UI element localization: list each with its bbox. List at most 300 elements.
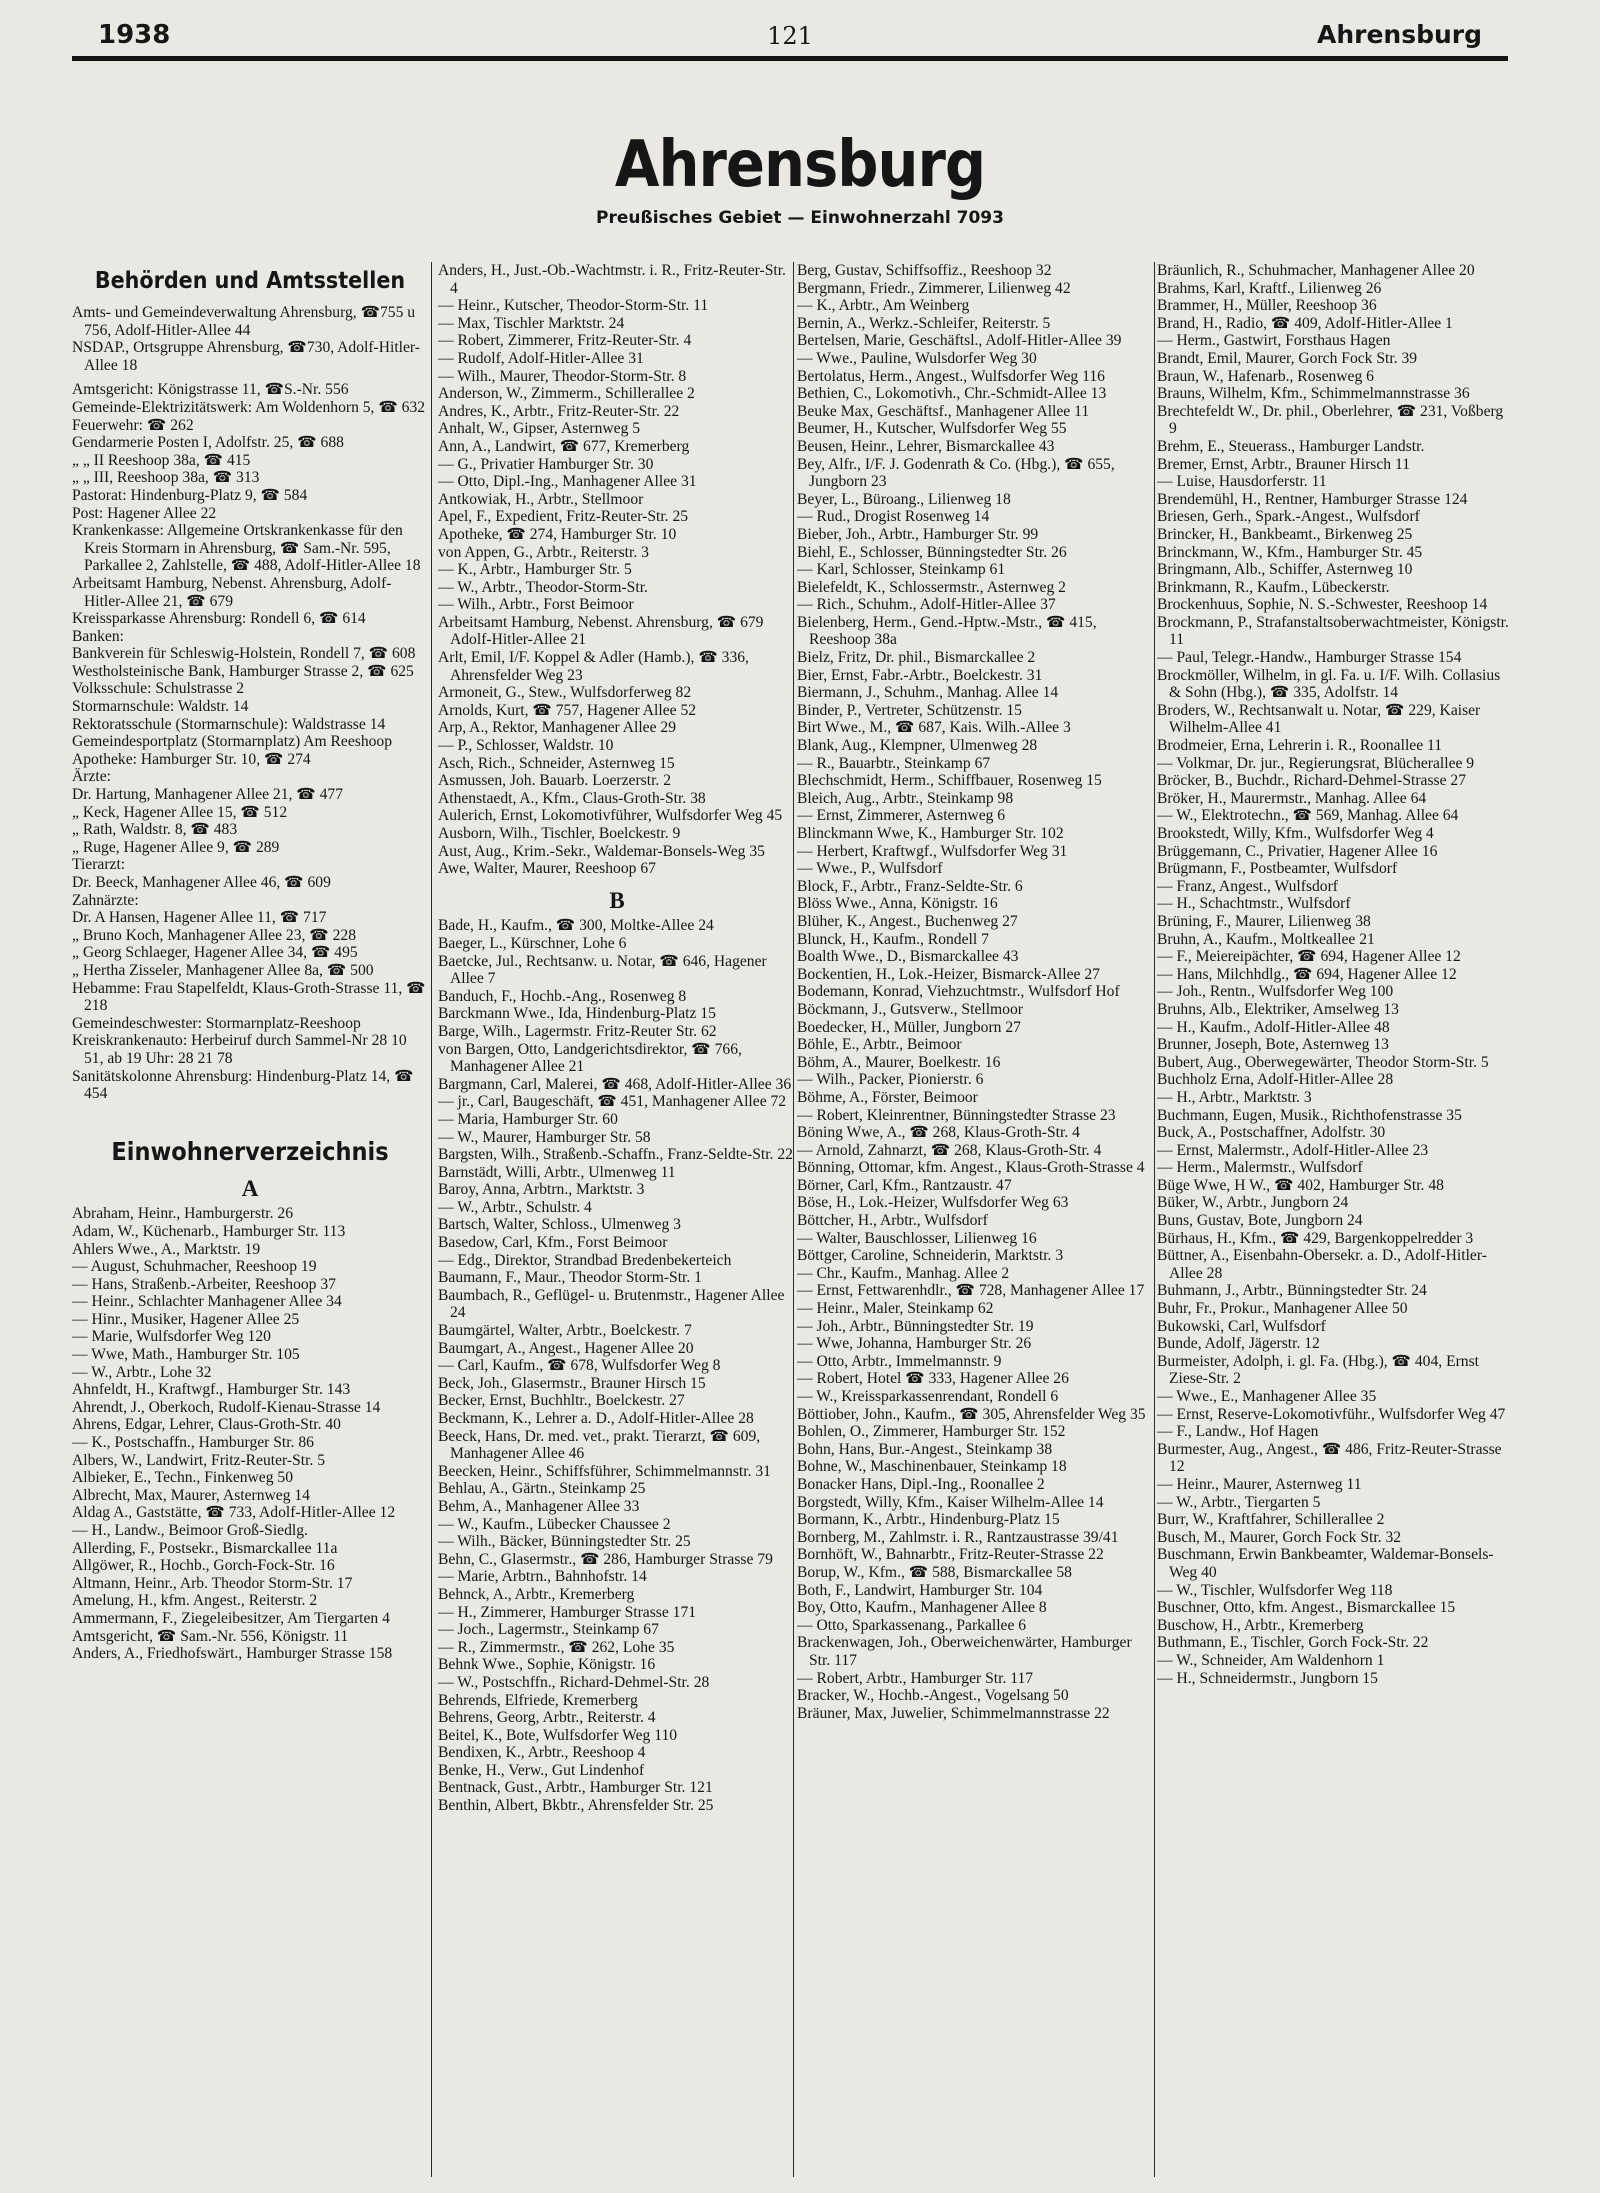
directory-entry: Buchholz Erna, Adolf-Hitler-Allee 28 bbox=[1157, 1071, 1394, 1089]
directory-entry: Burmeister, Adolph, i. gl. Fa. (Hbg.), ☎ 404, Ernst Ziese-Str. 2 bbox=[1157, 1352, 1479, 1388]
directory-entry: Bohlen, O., Zimmerer, Hamburger Str. 152 bbox=[797, 1423, 1066, 1441]
directory-entry: Buhmann, J., Arbtr., Bünningstedter Str. 24 bbox=[1157, 1282, 1427, 1300]
directory-entry: Allerding, F., Postsekr., Bismarckallee 11a bbox=[72, 1539, 338, 1557]
directory-entry: Ahnfeldt, H., Kraftwgf., Hamburger Str. 143 bbox=[72, 1381, 351, 1399]
directory-entry: — W., Tischler, Wulfsdorfer Weg 118 bbox=[1157, 1581, 1393, 1599]
directory-entry: — Herbert, Kraftwgf., Wulfsdorfer Weg 31 bbox=[797, 842, 1068, 860]
directory-entry: Behm, A., Manhagener Allee 33 bbox=[438, 1497, 640, 1515]
directory-entry: Buchmann, Eugen, Musik., Richthofenstrasse 35 bbox=[1157, 1106, 1462, 1124]
directory-entry: Zahnärzte: bbox=[72, 891, 139, 909]
directory-entry: Behnk Wwe., Sophie, Königstr. 16 bbox=[438, 1656, 656, 1674]
directory-entry: Brockenhuus, Sophie, N. S.-Schwester, Reeshoop 14 bbox=[1157, 596, 1488, 614]
directory-entry: Both, F., Landwirt, Hamburger Str. 104 bbox=[797, 1581, 1043, 1599]
directory-entry: Andres, K., Arbtr., Fritz-Reuter-Str. 22 bbox=[438, 402, 680, 420]
directory-entry: Buns, Gustav, Bote, Jungborn 24 bbox=[1157, 1212, 1363, 1230]
directory-entry: Brechtefeldt W., Dr. phil., Oberlehrer, ☎ 231, Voßberg 9 bbox=[1157, 402, 1504, 438]
directory-entry: Brehm, E., Steuerass., Hamburger Landstr. bbox=[1157, 437, 1425, 455]
directory-entry: Awe, Walter, Maurer, Reeshoop 67 bbox=[438, 860, 656, 878]
directory-entry: — Marie, Wulfsdorfer Weg 120 bbox=[72, 1328, 271, 1346]
directory-entry: — Heinr., Maler, Steinkamp 62 bbox=[797, 1300, 994, 1318]
directory-entry: Block, F., Arbtr., Franz-Seldte-Str. 6 bbox=[797, 877, 1023, 895]
directory-entry: Barge, Wilh., Lagermstr. Fritz-Reuter Str. 62 bbox=[438, 1022, 717, 1040]
directory-entry: Bonacker Hans, Dipl.-Ing., Roonallee 2 bbox=[797, 1475, 1045, 1493]
directory-entry: — Wilh., Bäcker, Bünningstedter Str. 25 bbox=[438, 1533, 691, 1551]
directory-entry: Albieker, E., Techn., Finkenweg 50 bbox=[72, 1469, 294, 1487]
directory-entry: — Wilh., Packer, Pionierstr. 6 bbox=[797, 1071, 984, 1089]
directory-entry: Arnolds, Kurt, ☎ 757, Hagener Allee 52 bbox=[438, 701, 697, 719]
directory-entry: Sanitätskolonne Ahrensburg: Hindenburg-Platz 14, ☎ 454 bbox=[72, 1067, 414, 1103]
directory-entry: Gemeinde-Elektrizitätswerk: Am Woldenhorn 5, ☎ 632 bbox=[72, 398, 426, 416]
directory-entry: Bringmann, Alb., Schiffer, Asternweg 10 bbox=[1157, 561, 1413, 579]
directory-entry: Bruhn, A., Kaufm., Moltkeallee 21 bbox=[1157, 930, 1375, 948]
directory-entry: Amtsgericht, ☎ Sam.-Nr. 556, Königstr. 11 bbox=[72, 1627, 349, 1645]
directory-entry: Bartsch, Walter, Schloss., Ulmenweg 3 bbox=[438, 1216, 681, 1234]
directory-entry: Bielz, Fritz, Dr. phil., Bismarckallee 2 bbox=[797, 649, 1036, 667]
directory-entry: Anderson, W., Zimmerm., Schillerallee 2 bbox=[438, 385, 695, 403]
directory-entry: Bankverein für Schleswig-Holstein, Rondell 7, ☎ 608 bbox=[72, 645, 416, 663]
directory-entry: Buschner, Otto, kfm. Angest., Bismarckallee 15 bbox=[1157, 1599, 1456, 1617]
column-1 bbox=[72, 262, 428, 2177]
directory-entry: Büge Wwe, H W., ☎ 402, Hamburger Str. 48 bbox=[1157, 1176, 1444, 1194]
directory-entry: Amtsgericht: Königstrasse 11, ☎S.-Nr. 556 bbox=[72, 381, 349, 399]
directory-entry: Bargsten, Wilh., Straßenb.-Schaffn., Franz-Seldte-Str. 22 bbox=[438, 1146, 793, 1164]
directory-entry: Behrens, Georg, Arbtr., Reiterstr. 4 bbox=[438, 1709, 656, 1727]
directory-entry: — Luise, Hausdorferstr. 11 bbox=[1157, 473, 1327, 491]
column-2 bbox=[438, 262, 796, 2177]
directory-entry: Adam, W., Küchenarb., Hamburger Str. 113 bbox=[72, 1222, 346, 1240]
directory-entry: Brockmöller, Wilhelm, in gl. Fa. u. I/F. Wilh. Collasius & Sohn (Hbg.), ☎ 335, Adolfstr. 14 bbox=[1157, 666, 1501, 702]
directory-entry: Biermann, J., Schuhm., Manhag. Allee 14 bbox=[797, 684, 1059, 702]
directory-entry: — H., Schachtmstr., Wulfsdorf bbox=[1157, 895, 1351, 913]
directory-entry: Westholsteinische Bank, Hamburger Strasse 2, ☎ 625 bbox=[72, 662, 414, 680]
directory-entry: — Robert, Arbtr., Hamburger Str. 117 bbox=[797, 1669, 1034, 1687]
directory-entry: — R., Zimmermstr., ☎ 262, Lohe 35 bbox=[438, 1638, 675, 1656]
directory-entry: Beitel, K., Bote, Wulfsdorfer Weg 110 bbox=[438, 1726, 678, 1744]
directory-entry: Bohn, Hans, Bur.-Angest., Steinkamp 38 bbox=[797, 1440, 1053, 1458]
letter-heading: A bbox=[241, 1175, 259, 1201]
directory-entry: Burmester, Aug., Angest., ☎ 486, Fritz-Reuter-Strasse 12 bbox=[1157, 1440, 1502, 1476]
directory-entry: — Otto, Sparkassenang., Parkallee 6 bbox=[797, 1616, 1027, 1634]
directory-entry: Bendixen, K., Arbtr., Reeshoop 4 bbox=[438, 1744, 646, 1762]
directory-entry: — G., Privatier Hamburger Str. 30 bbox=[438, 455, 654, 473]
directory-entry: — F., Landw., Hof Hagen bbox=[1157, 1423, 1319, 1441]
directory-entry: Kreissparkasse Ahrensburg: Rondell 6, ☎ 614 bbox=[72, 610, 366, 628]
directory-entry: Amelung, H., kfm. Angest., Reiterstr. 2 bbox=[72, 1592, 318, 1610]
directory-entry: Arbeitsamt Hamburg, Nebenst. Ahrensburg, Adolf-Hitler-Allee 21, ☎ 679 bbox=[72, 574, 392, 610]
directory-entry: — Maria, Hamburger Str. 60 bbox=[438, 1110, 618, 1128]
directory-entry: — H., Landw., Beimoor Groß-Siedlg. bbox=[72, 1522, 308, 1539]
column-3 bbox=[797, 262, 1151, 2177]
directory-entry: Asch, Rich., Schneider, Asternweg 15 bbox=[438, 754, 675, 772]
directory-entry: — Wilh., Maurer, Theodor-Storm-Str. 8 bbox=[438, 367, 687, 385]
directory-entry: Feuerwehr: ☎ 262 bbox=[72, 416, 194, 434]
directory-entry: Dr. Hartung, Manhagener Allee 21, ☎ 477 bbox=[72, 786, 344, 804]
directory-entry: Bergmann, Friedr., Zimmerer, Lilienweg 42 bbox=[797, 279, 1071, 297]
directory-entry: — Otto, Dipl.-Ing., Manhagener Allee 31 bbox=[438, 473, 697, 491]
directory-entry: Blinckmann Wwe, K., Hamburger Str. 102 bbox=[797, 825, 1064, 842]
directory-entry: Boedecker, H., Müller, Jungborn 27 bbox=[797, 1018, 1021, 1036]
directory-entry: Kreiskrankenauto: Herbeiruf durch Sammel-Nr 28 10 51, ab 19 Uhr: 28 21 78 bbox=[72, 1032, 407, 1067]
directory-entry: Banduch, F., Hochb.-Ang., Rosenweg 8 bbox=[438, 987, 687, 1005]
directory-entry: Armoneit, G., Stew., Wulfsdorferweg 82 bbox=[438, 684, 692, 702]
directory-entry: Bleich, Aug., Arbtr., Steinkamp 98 bbox=[797, 789, 1014, 807]
directory-entry: Bertelsen, Marie, Geschäftsl., Adolf-Hitler-Allee 39 bbox=[797, 332, 1122, 350]
directory-entry: — H., Zimmerer, Hamburger Strasse 171 bbox=[438, 1603, 697, 1621]
directory-entry: — Herm., Gastwirt, Forsthaus Hagen bbox=[1157, 332, 1391, 350]
directory-entry: Brahms, Karl, Kraftf., Lilienweg 26 bbox=[1157, 279, 1382, 297]
directory-entry: Brendemühl, H., Rentner, Hamburger Strasse 124 bbox=[1157, 490, 1468, 508]
directory-entry: „ Ruge, Hagener Allee 9, ☎ 289 bbox=[72, 838, 280, 856]
directory-entry: Ann, A., Landwirt, ☎ 677, Kremerberg bbox=[438, 437, 690, 455]
directory-entry: — Marie, Arbtrn., Bahnhofstr. 14 bbox=[438, 1568, 647, 1586]
directory-entry: — Edg., Direktor, Strandbad Bredenbekerteich bbox=[438, 1251, 732, 1269]
directory-entry: Gemeindesportplatz (Stormarnplatz) Am Reeshoop bbox=[72, 733, 393, 751]
directory-entry: Benke, H., Verw., Gut Lindenhof bbox=[438, 1761, 645, 1779]
directory-entry: Buschmann, Erwin Bankbeamter, Waldemar-Bonsels-Weg 40 bbox=[1157, 1546, 1494, 1581]
directory-entry: Borup, W., Kfm., ☎ 588, Bismarckallee 58 bbox=[797, 1563, 1072, 1581]
directory-entry: Bröker, H., Maurermstr., Manhag. Allee 64 bbox=[1157, 789, 1427, 807]
directory-entry: Becker, Ernst, Buchhltr., Boelckestr. 27 bbox=[438, 1392, 685, 1410]
header-year: 1938 bbox=[98, 20, 171, 50]
directory-entry: Bohne, W., Maschinenbauer, Steinkamp 18 bbox=[797, 1458, 1067, 1476]
directory-entry: Behlau, A., Gärtn., Steinkamp 25 bbox=[438, 1480, 646, 1498]
directory-entry: Bieber, Joh., Arbtr., Hamburger Str. 99 bbox=[797, 525, 1039, 543]
directory-entry: Böttiober, John., Kaufm., ☎ 305, Ahrensfelder Weg 35 bbox=[797, 1405, 1146, 1423]
directory-entry: — Wwe, Johanna, Hamburger Str. 26 bbox=[797, 1335, 1032, 1353]
directory-entry: Krankenkasse: Allgemeine Ortskrankenkasse für den Kreis Stormarn in Ahrensburg, ☎ Sam.-Nr. 595, Parkallee 2, Zahlstelle, ☎ 488, Adolf-Hitler-Allee 18 bbox=[72, 522, 421, 575]
directory-entry: — W., Kreissparkassenrendant, Rondell 6 bbox=[797, 1388, 1059, 1405]
directory-entry: „ Georg Schlaeger, Hagener Allee 34, ☎ 495 bbox=[72, 944, 358, 962]
directory-entry: Baumgärtel, Walter, Arbtr., Boelckestr. 7 bbox=[438, 1322, 692, 1340]
directory-entry: Asmussen, Joh. Bauarb. Loerzerstr. 2 bbox=[438, 772, 671, 790]
directory-entry: Bräunlich, R., Schuhmacher, Manhagener Allee 20 bbox=[1157, 262, 1475, 279]
directory-entry: Gemeindeschwester: Stormarnplatz-Reeshoop bbox=[72, 1014, 361, 1032]
directory-entry: Beumer, H., Kutscher, Wulfsdorfer Weg 55 bbox=[797, 420, 1067, 438]
directory-entry: — Arnold, Zahnarzt, ☎ 268, Klaus-Groth-Str. 4 bbox=[797, 1141, 1102, 1159]
directory-entry: Barnstädt, Willi, Arbtr., Ulmenweg 11 bbox=[438, 1163, 676, 1181]
directory-entry: — Wwe., Pauline, Wulsdorfer Weg 30 bbox=[797, 349, 1037, 367]
directory-entry: Arbeitsamt Hamburg, Nebenst. Ahrensburg, ☎ 679 Adolf-Hitler-Allee 21 bbox=[438, 613, 764, 649]
directory-entry: Ahlers Wwe., A., Marktstr. 19 bbox=[72, 1240, 261, 1258]
directory-entry: — Ernst, Malermstr., Adolf-Hitler-Allee 23 bbox=[1157, 1141, 1429, 1159]
directory-entry: Brincker, H., Bankbeamt., Birkenweg 25 bbox=[1157, 525, 1413, 543]
directory-entry: Braun, W., Hafenarb., Rosenweg 6 bbox=[1157, 367, 1374, 385]
directory-entry: Bubert, Aug., Oberwegewärter, Theodor Storm-Str. 5 bbox=[1157, 1053, 1489, 1071]
directory-entry: „ Rath, Waldstr. 8, ☎ 483 bbox=[72, 821, 238, 839]
directory-entry: Bodemann, Konrad, Viehzuchtmstr., Wulfsdorf Hof bbox=[797, 983, 1120, 1001]
page-title: Ahrensburg bbox=[614, 128, 986, 202]
directory-entry: — W., Elektrotechn., ☎ 569, Manhag. Allee 64 bbox=[1157, 807, 1459, 825]
directory-entry: — Franz, Angest., Wulfsdorf bbox=[1157, 877, 1338, 895]
directory-entry: — H., Kaufm., Adolf-Hitler-Allee 48 bbox=[1157, 1018, 1390, 1036]
directory-entry: Arp, A., Rektor, Manhagener Allee 29 bbox=[438, 719, 676, 737]
directory-entry: Brinkmann, R., Kaufm., Lübeckerstr. bbox=[1157, 578, 1390, 596]
directory-entry: Arlt, Emil, I/F. Koppel & Adler (Hamb.), ☎ 336, Ahrensfelder Weg 23 bbox=[438, 649, 749, 684]
directory-entry: — Rudolf, Adolf-Hitler-Allee 31 bbox=[438, 349, 644, 367]
directory-entry: — F., Meiereipächter, ☎ 694, Hagener Allee 12 bbox=[1157, 948, 1461, 966]
directory-entry: — Karl, Schlosser, Steinkamp 61 bbox=[797, 561, 1006, 579]
directory-entry: Ahrens, Edgar, Lehrer, Claus-Groth-Str. 40 bbox=[72, 1416, 341, 1434]
directory-entry: Boalth Wwe., D., Bismarckallee 43 bbox=[797, 948, 1019, 966]
directory-entry: — Wwe, Math., Hamburger Str. 105 bbox=[72, 1346, 300, 1364]
directory-entry: Börner, Carl, Kfm., Rantzaustr. 47 bbox=[797, 1176, 1012, 1194]
directory-entry: Blüher, K., Angest., Buchenweg 27 bbox=[797, 912, 1018, 930]
directory-entry: Bröcker, B., Buchdr., Richard-Dehmel-Strasse 27 bbox=[1157, 772, 1467, 790]
directory-entry: — Heinr., Kutscher, Theodor-Storm-Str. 11 bbox=[438, 297, 709, 315]
directory-entry: Beyer, L., Büroang., Lilienweg 18 bbox=[797, 490, 1011, 508]
directory-entry: Beckmann, K., Lehrer a. D., Adolf-Hitler-Allee 28 bbox=[438, 1410, 754, 1427]
directory-entry: Stormarnschule: Waldstr. 14 bbox=[72, 698, 249, 716]
directory-entry: Gendarmerie Posten I, Adolfstr. 25, ☎ 688 bbox=[72, 434, 344, 452]
directory-entry: Allgöwer, R., Hochb., Gorch-Fock-Str. 16 bbox=[72, 1557, 335, 1575]
directory-entry: Ärzte: bbox=[72, 768, 111, 786]
directory-entry: „ Bruno Koch, Manhagener Allee 23, ☎ 228 bbox=[72, 926, 357, 944]
directory-entry: — Ernst, Zimmerer, Asternweg 6 bbox=[797, 807, 1006, 825]
directory-entry: Beeck, Hans, Dr. med. vet., prakt. Tierarzt, ☎ 609, Manhagener Allee 46 bbox=[438, 1427, 761, 1463]
directory-entry: Bernin, A., Werkz.-Schleifer, Reiterstr. 5 bbox=[797, 314, 1051, 332]
directory-entry: — K., Arbtr., Hamburger Str. 5 bbox=[438, 561, 632, 579]
directory-entry: Hebamme: Frau Stapelfeldt, Klaus-Groth-Strasse 11, ☎ 218 bbox=[72, 979, 426, 1015]
directory-entry: Brammer, H., Müller, Reeshoop 36 bbox=[1157, 297, 1377, 315]
directory-entry: Briesen, Gerh., Spark.-Angest., Wulfsdorf bbox=[1157, 508, 1420, 526]
directory-entry: Baeger, L., Kürschner, Lohe 6 bbox=[438, 934, 627, 952]
directory-entry: Ahrendt, J., Oberkoch, Rudolf-Kienau-Strasse 14 bbox=[72, 1398, 381, 1416]
column-divider bbox=[1154, 262, 1155, 2177]
directory-entry: Böhme, A., Förster, Beimoor bbox=[797, 1088, 978, 1106]
directory-entry: — Hinr., Musiker, Hagener Allee 25 bbox=[72, 1310, 300, 1328]
directory-entry: Aldag A., Gaststätte, ☎ 733, Adolf-Hitler-Allee 12 bbox=[72, 1504, 396, 1522]
directory-entry: Altmann, Heinr., Arb. Theodor Storm-Str. 17 bbox=[72, 1574, 353, 1592]
directory-entry: Bracker, W., Hochb.-Angest., Vogelsang 50 bbox=[797, 1687, 1069, 1705]
directory-entry: — Volkmar, Dr. jur., Regierungsrat, Blücherallee 9 bbox=[1157, 754, 1475, 772]
directory-entry: Volksschule: Schulstrasse 2 bbox=[72, 680, 245, 698]
directory-entry: — W., Schneider, Am Waldenhorn 1 bbox=[1157, 1651, 1385, 1669]
directory-entry: — Wwe., E., Manhagener Allee 35 bbox=[1157, 1388, 1377, 1405]
directory-entry: Bier, Ernst, Fabr.-Arbtr., Boelckestr. 31 bbox=[797, 666, 1043, 684]
directory-entry: Baroy, Anna, Arbtrn., Marktstr. 3 bbox=[438, 1181, 645, 1199]
directory-entry: Basedow, Carl, Kfm., Forst Beimoor bbox=[438, 1234, 668, 1252]
directory-entry: — Joh., Arbtr., Bünningstedter Str. 19 bbox=[797, 1317, 1034, 1335]
directory-entry: Blechschmidt, Herm., Schiffbauer, Rosenweg 15 bbox=[797, 772, 1102, 790]
directory-entry: Baumann, F., Maur., Theodor Storm-Str. 1 bbox=[438, 1269, 702, 1287]
directory-entry: — Heinr., Schlachter Manhagener Allee 34 bbox=[72, 1293, 342, 1311]
directory-entry: Apotheke, ☎ 274, Hamburger Str. 10 bbox=[438, 525, 677, 543]
directory-entry: Böhm, A., Maurer, Boelkestr. 16 bbox=[797, 1053, 1001, 1071]
directory-entry: — August, Schuhmacher, Reeshoop 19 bbox=[72, 1258, 317, 1276]
directory-entry: — H., Arbtr., Marktstr. 3 bbox=[1157, 1088, 1312, 1106]
directory-entry: Böhle, E., Arbtr., Beimoor bbox=[797, 1036, 962, 1054]
directory-entry: — W., Arbtr., Lohe 32 bbox=[72, 1363, 212, 1381]
directory-entry: Buthmann, E., Tischler, Gorch Fock-Str. 22 bbox=[1157, 1634, 1429, 1652]
directory-entry: Büttner, A., Eisenbahn-Obersekr. a. D., Adolf-Hitler-Allee 28 bbox=[1157, 1247, 1487, 1282]
directory-entry: Blöss Wwe., Anna, Königstr. 16 bbox=[797, 895, 998, 913]
directory-entry: Bey, Alfr., I/F. J. Godenrath & Co. (Hbg.), ☎ 655, Jungborn 23 bbox=[797, 455, 1115, 491]
directory-entry: Broders, W., Rechtsanwalt u. Notar, ☎ 229, Kaiser Wilhelm-Allee 41 bbox=[1157, 701, 1481, 737]
directory-entry: Bräuner, Max, Juwelier, Schimmelmannstrasse 22 bbox=[797, 1704, 1110, 1722]
directory-entry: Athenstaedt, A., Kfm., Claus-Groth-Str. 38 bbox=[438, 789, 706, 807]
directory-entry: — Robert, Zimmerer, Fritz-Reuter-Str. 4 bbox=[438, 332, 692, 350]
directory-entry: Böning Wwe, A., ☎ 268, Klaus-Groth-Str. 4 bbox=[797, 1124, 1080, 1142]
directory-entry: Brandt, Emil, Maurer, Gorch Fock Str. 39 bbox=[1157, 349, 1418, 367]
directory-entry: Bruhns, Alb., Elektriker, Amselweg 13 bbox=[1157, 1000, 1399, 1018]
directory-entry: Böse, H., Lok.-Heizer, Wulfsdorfer Weg 63 bbox=[797, 1194, 1069, 1212]
directory-entry: Bentnack, Gust., Arbtr., Hamburger Str. 121 bbox=[438, 1779, 713, 1797]
directory-entry: Bukowski, Carl, Wulfsdorf bbox=[1157, 1317, 1326, 1335]
directory-entry: Bremer, Ernst, Arbtr., Brauner Hirsch 11 bbox=[1157, 455, 1411, 473]
directory-entry: Bertolatus, Herm., Angest., Wulfsdorfer Weg 116 bbox=[797, 367, 1105, 385]
directory-entry: Beecken, Heinr., Schiffsführer, Schimmelmannstr. 31 bbox=[438, 1462, 771, 1480]
directory-entry: von Appen, G., Arbtr., Reiterstr. 3 bbox=[438, 543, 649, 561]
directory-entry: Brackenwagen, Joh., Oberweichenwärter, Hamburger Str. 117 bbox=[797, 1634, 1132, 1669]
directory-entry: — Wilh., Arbtr., Forst Beimoor bbox=[438, 596, 634, 614]
directory-entry: Böckmann, J., Gutsverw., Stellmoor bbox=[797, 1000, 1023, 1018]
directory-entry: — Heinr., Maurer, Asternweg 11 bbox=[1157, 1475, 1362, 1493]
directory-entry: Dr. A Hansen, Hagener Allee 11, ☎ 717 bbox=[72, 909, 327, 927]
directory-entry: Bade, H., Kaufm., ☎ 300, Moltke-Allee 24 bbox=[438, 917, 714, 935]
directory-entry: Albers, W., Landwirt, Fritz-Reuter-Str. 5 bbox=[72, 1451, 326, 1469]
directory-entry: Bunde, Adolf, Jägerstr. 12 bbox=[1157, 1335, 1320, 1353]
directory-entry: Post: Hagener Allee 22 bbox=[72, 504, 217, 522]
directory-entry: Böttcher, H., Arbtr., Wulfsdorf bbox=[797, 1212, 988, 1230]
directory-entry: Ammermann, F., Ziegeleibesitzer, Am Tiergarten 4 bbox=[72, 1609, 390, 1627]
directory-entry: Bönning, Ottomar, kfm. Angest., Klaus-Groth-Strasse 4 bbox=[797, 1159, 1145, 1177]
page-number: 121 bbox=[767, 22, 813, 50]
letter-heading: B bbox=[609, 887, 625, 913]
directory-entry: Brüggemann, C., Privatier, Hagener Allee 16 bbox=[1157, 842, 1438, 860]
directory-entry: — Ernst, Reserve-Lokomotivführ., Wulfsdorfer Weg 47 bbox=[1157, 1405, 1506, 1423]
section-heading: Einwohnerverzeichnis bbox=[111, 1136, 389, 1166]
directory-entry: Apotheke: Hamburger Str. 10, ☎ 274 bbox=[72, 750, 311, 768]
directory-entry: — W., Arbtr., Schulstr. 4 bbox=[438, 1198, 592, 1216]
directory-entry: „ „ II Reeshoop 38a, ☎ 415 bbox=[72, 451, 251, 469]
directory-entry: Bielenberg, Herm., Gend.-Hptw.-Mstr., ☎ 415, Reeshoop 38a bbox=[797, 613, 1097, 649]
directory-entry: — Otto, Arbtr., Immelmannstr. 9 bbox=[797, 1352, 1002, 1370]
directory-entry: Aulerich, Ernst, Lokomotivführer, Wulfsdorfer Weg 45 bbox=[438, 807, 783, 825]
directory-entry: Bargmann, Carl, Malerei, ☎ 468, Adolf-Hitler-Allee 36 bbox=[438, 1075, 792, 1093]
directory-entry: — Joh., Rentn., Wulfsdorfer Weg 100 bbox=[1157, 983, 1394, 1001]
page-subtitle: Preußisches Gebiet — Einwohnerzahl 7093 bbox=[596, 208, 1004, 228]
directory-entry: Buhr, Fr., Prokur., Manhagener Allee 50 bbox=[1157, 1300, 1408, 1318]
directory-entry: „ „ III, Reeshoop 38a, ☎ 313 bbox=[72, 469, 260, 487]
directory-entry: — Robert, Hotel ☎ 333, Hagener Allee 26 bbox=[797, 1370, 1069, 1388]
directory-entry: — W., Postschffn., Richard-Dehmel-Str. 28 bbox=[438, 1673, 710, 1691]
directory-entry: Bornberg, M., Zahlmstr. i. R., Rantzaustrasse 39/41 bbox=[797, 1528, 1119, 1546]
directory-entry: — jr., Carl, Baugeschäft, ☎ 451, Manhagener Allee 72 bbox=[438, 1093, 787, 1111]
directory-entry: Baumgart, A., Angest., Hagener Allee 20 bbox=[438, 1339, 694, 1357]
directory-entry: Beck, Joh., Glasermstr., Brauner Hirsch 15 bbox=[438, 1374, 706, 1392]
directory-entry: — Chr., Kaufm., Manhag. Allee 2 bbox=[797, 1264, 1010, 1282]
directory-entry: — R., Bauarbtr., Steinkamp 67 bbox=[797, 754, 991, 772]
directory-entry: Beuke Max, Geschäftsf., Manhagener Allee 11 bbox=[797, 402, 1090, 420]
directory-entry: Brookstedt, Willy, Kfm., Wulfsdorfer Weg 4 bbox=[1157, 825, 1434, 842]
directory-entry: Bielefeldt, K., Schlossermstr., Asternweg 2 bbox=[797, 578, 1066, 596]
directory-entry: „ Hertha Zisseler, Manhagener Allee 8a, ☎ 500 bbox=[72, 961, 374, 979]
directory-entry: — H., Schneidermstr., Jungborn 15 bbox=[1157, 1669, 1378, 1687]
directory-entry: Buck, A., Postschaffner, Adolfstr. 30 bbox=[1157, 1124, 1386, 1142]
directory-entry: Brüning, F., Maurer, Lilienweg 38 bbox=[1157, 912, 1371, 930]
directory-entry: Brodmeier, Erna, Lehrerin i. R., Roonallee 11 bbox=[1157, 737, 1443, 755]
directory-entry: — K., Postschaffn., Hamburger Str. 86 bbox=[72, 1434, 314, 1452]
directory-entry: Amts- und Gemeindeverwaltung Ahrensburg, ☎755 u 756, Adolf-Hitler-Allee 44 bbox=[72, 304, 416, 339]
directory-entry: — Hans, Milchhdlg., ☎ 694, Hagener Allee 12 bbox=[1157, 965, 1457, 983]
directory-entry: Tierarzt: bbox=[72, 856, 126, 874]
directory-entry: Bockentien, H., Lok.-Heizer, Bismarck-Allee 27 bbox=[797, 965, 1100, 983]
directory-entry: Baetcke, Jul., Rechtsanw. u. Notar, ☎ 646, Hagener Allee 7 bbox=[438, 952, 767, 988]
directory-entry: Beusen, Heinr., Lehrer, Bismarckallee 43 bbox=[797, 437, 1055, 455]
directory-entry: Binder, P., Vertreter, Schützenstr. 15 bbox=[797, 701, 1022, 719]
directory-entry: Anhalt, W., Gipser, Asternweg 5 bbox=[438, 420, 641, 438]
directory-entry: Benthin, Albert, Bkbtr., Ahrensfelder Str. 25 bbox=[438, 1797, 714, 1815]
directory-entry: Barckmann Wwe., Ida, Hindenburg-Platz 15 bbox=[438, 1005, 716, 1023]
column-divider bbox=[793, 262, 794, 2177]
directory-entry: Aust, Aug., Krim.-Sekr., Waldemar-Bonsels-Weg 35 bbox=[438, 842, 765, 860]
directory-entry: Apel, F., Expedient, Fritz-Reuter-Str. 25 bbox=[438, 508, 689, 526]
directory-entry: — K., Arbtr., Am Weinberg bbox=[797, 297, 970, 315]
directory-entry: — Joch., Lagermstr., Steinkamp 67 bbox=[438, 1621, 659, 1639]
directory-entry: Anders, A., Friedhofswärt., Hamburger Strasse 158 bbox=[72, 1645, 393, 1663]
directory-entry: NSDAP., Ortsgruppe Ahrensburg, ☎730, Adolf-Hitler-Allee 18 bbox=[72, 339, 421, 374]
directory-entry: Brockmann, P., Strafanstaltsoberwachtmeister, Königstr. 11 bbox=[1157, 613, 1509, 649]
directory-entry: Buschow, H., Arbtr., Kremerberg bbox=[1157, 1616, 1364, 1634]
column-4 bbox=[1157, 262, 1511, 2177]
directory-entry: — Max, Tischler Marktstr. 24 bbox=[438, 314, 625, 332]
directory-entry: Ausborn, Wilh., Tischler, Boelckestr. 9 bbox=[438, 825, 681, 842]
directory-entry: Anders, H., Just.-Ob.-Wachtmstr. i. R., Fritz-Reuter-Str. 4 bbox=[438, 262, 786, 297]
directory-entry: Büker, W., Arbtr., Jungborn 24 bbox=[1157, 1194, 1349, 1212]
directory-entry: Dr. Beeck, Manhagener Allee 46, ☎ 609 bbox=[72, 874, 331, 891]
directory-entry: Berg, Gustav, Schiffsoffiz., Reeshoop 32 bbox=[797, 262, 1052, 279]
directory-entry: Brauns, Wilhelm, Kfm., Schimmelmannstrasse 36 bbox=[1157, 385, 1470, 403]
directory-entry: Busch, M., Maurer, Gorch Fock Str. 32 bbox=[1157, 1528, 1402, 1546]
directory-entry: — Ernst, Fettwarenhdlr., ☎ 728, Manhagener Allee 17 bbox=[797, 1282, 1145, 1300]
directory-entry: Bethien, C., Lokomotivh., Chr.-Schmidt-Allee 13 bbox=[797, 385, 1107, 403]
directory-entry: Burr, W., Kraftfahrer, Schillerallee 2 bbox=[1157, 1511, 1385, 1529]
directory-entry: Brand, H., Radio, ☎ 409, Adolf-Hitler-Allee 1 bbox=[1157, 314, 1453, 332]
directory-entry: Antkowiak, H., Arbtr., Stellmoor bbox=[438, 490, 644, 508]
directory-entry: Brügmann, F., Postbeamter, Wulfsdorf bbox=[1157, 860, 1398, 878]
directory-entry: — Carl, Kaufm., ☎ 678, Wulfsdorfer Weg 8 bbox=[438, 1357, 721, 1375]
directory-entry: — P., Schlosser, Waldstr. 10 bbox=[438, 737, 614, 755]
directory-entry: — W., Kaufm., Lübecker Chaussee 2 bbox=[438, 1515, 671, 1533]
directory-entry: Bornhöft, W., Bahnarbtr., Fritz-Reuter-Strasse 22 bbox=[797, 1546, 1104, 1564]
directory-entry: Brinckmann, W., Kfm., Hamburger Str. 45 bbox=[1157, 543, 1423, 561]
section-heading: Behörden und Amtsstellen bbox=[94, 268, 406, 294]
directory-entry: — Herm., Malermstr., Wulfsdorf bbox=[1157, 1159, 1363, 1177]
directory-entry: Birt Wwe., M., ☎ 687, Kais. Wilh.-Allee 3 bbox=[797, 719, 1071, 737]
directory-entry: Blunck, H., Kaufm., Rondell 7 bbox=[797, 930, 989, 948]
directory-entry: von Bargen, Otto, Landgerichtsdirektor, ☎ 766, Manhagener Allee 21 bbox=[438, 1040, 742, 1076]
directory-entry: Behn, C., Glasermstr., ☎ 286, Hamburger Strasse 79 bbox=[438, 1550, 773, 1568]
directory-entry: Blank, Aug., Klempner, Ulmenweg 28 bbox=[797, 737, 1038, 755]
directory-entry: Albrecht, Max, Maurer, Asternweg 14 bbox=[72, 1486, 310, 1504]
directory-entry: Böttger, Caroline, Schneiderin, Marktstr. 3 bbox=[797, 1247, 1064, 1265]
directory-entry: Baumbach, R., Geflügel- u. Brutenmstr., Hagener Allee 24 bbox=[438, 1286, 785, 1322]
page-header bbox=[72, 14, 1508, 61]
directory-entry: — Wwe., P., Wulfsdorf bbox=[797, 860, 943, 878]
directory-entry: — Walter, Bauschlosser, Lilienweg 16 bbox=[797, 1229, 1037, 1247]
directory-entry: Bürhaus, H., Kfm., ☎ 429, Bargenkoppelredder 3 bbox=[1157, 1229, 1474, 1247]
directory-entry: — W., Maurer, Hamburger Str. 58 bbox=[438, 1128, 651, 1146]
column-divider bbox=[431, 262, 432, 2177]
directory-entry: — Rud., Drogist Rosenweg 14 bbox=[797, 508, 990, 526]
header-town: Ahrensburg bbox=[1316, 20, 1482, 49]
directory-entry: Biehl, E., Schlosser, Bünningstedter Str. 26 bbox=[797, 543, 1067, 561]
directory-entry: — Rich., Schuhm., Adolf-Hitler-Allee 37 bbox=[797, 596, 1056, 614]
directory-entry: — Robert, Kleinrentner, Bünningstedter Strasse 23 bbox=[797, 1106, 1116, 1124]
directory-entry: Behrends, Elfriede, Kremerberg bbox=[438, 1691, 638, 1709]
directory-entry: Brunner, Joseph, Bote, Asternweg 13 bbox=[1157, 1036, 1389, 1054]
directory-entry: — W., Arbtr., Tiergarten 5 bbox=[1157, 1493, 1321, 1511]
